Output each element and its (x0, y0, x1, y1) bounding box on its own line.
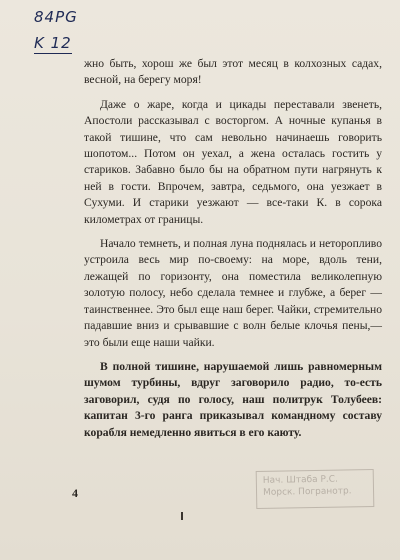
paragraph-moonrise: Начало темнеть, и полная луна поднялась и неторопливо устроила весь мир по-своему: на море, вдоль тени, лежащей по горизонту, она поместила великолепную золотую полосу, небо сделала темнее и глубже, а берег — таинственнее. Это был еще наш берег. Чайки, стремительно падавшие вниз и срывавшие с волн белые клочья пены,— это были еще наши чайки. (84, 237, 382, 349)
paragraph-apostoli: Даже о жаре, когда и цикады переставали звенеть, Апостоли рассказывал с восторгом. А ночные купанья в такой тишине, что сам невольно начинаешь говорить шопотом... Потом он уехал, а жена осталась гостить у стариков. Забавно было бы на обратном пути нагрянуть к ней в гости. Впрочем, завтра, седьмого, она уезжает в Сухуми. И старики уезжают — все-таки К. в сорока километрах от границы. (84, 97, 382, 226)
handwritten-shelf-mark (34, 34, 72, 52)
paragraph-continuation: жно быть, хорош же был этот месяц в колхозных садах, весной, на берегу моря! (84, 57, 382, 87)
handwritten-catalog-code: 84PG (34, 8, 78, 26)
faded-library-stamp: Нач. Штаба Р.С. Морск. Погранотр. (256, 469, 375, 509)
page-number: 4 (72, 486, 78, 500)
handwritten-shelf-mark-text: K 12 (34, 34, 72, 52)
printer-mark (181, 512, 183, 520)
paragraph-radio: В полной тишине, нарушаемой лишь равномерным шумом турбины, вдруг заговорило радио, то-есть заговорил, судя по голосу, наш политрук Толубеев: капитан 3-го ранга приказывал командному составу корабля немедленно явиться в его каюту. (84, 359, 382, 439)
body-text (84, 56, 382, 449)
